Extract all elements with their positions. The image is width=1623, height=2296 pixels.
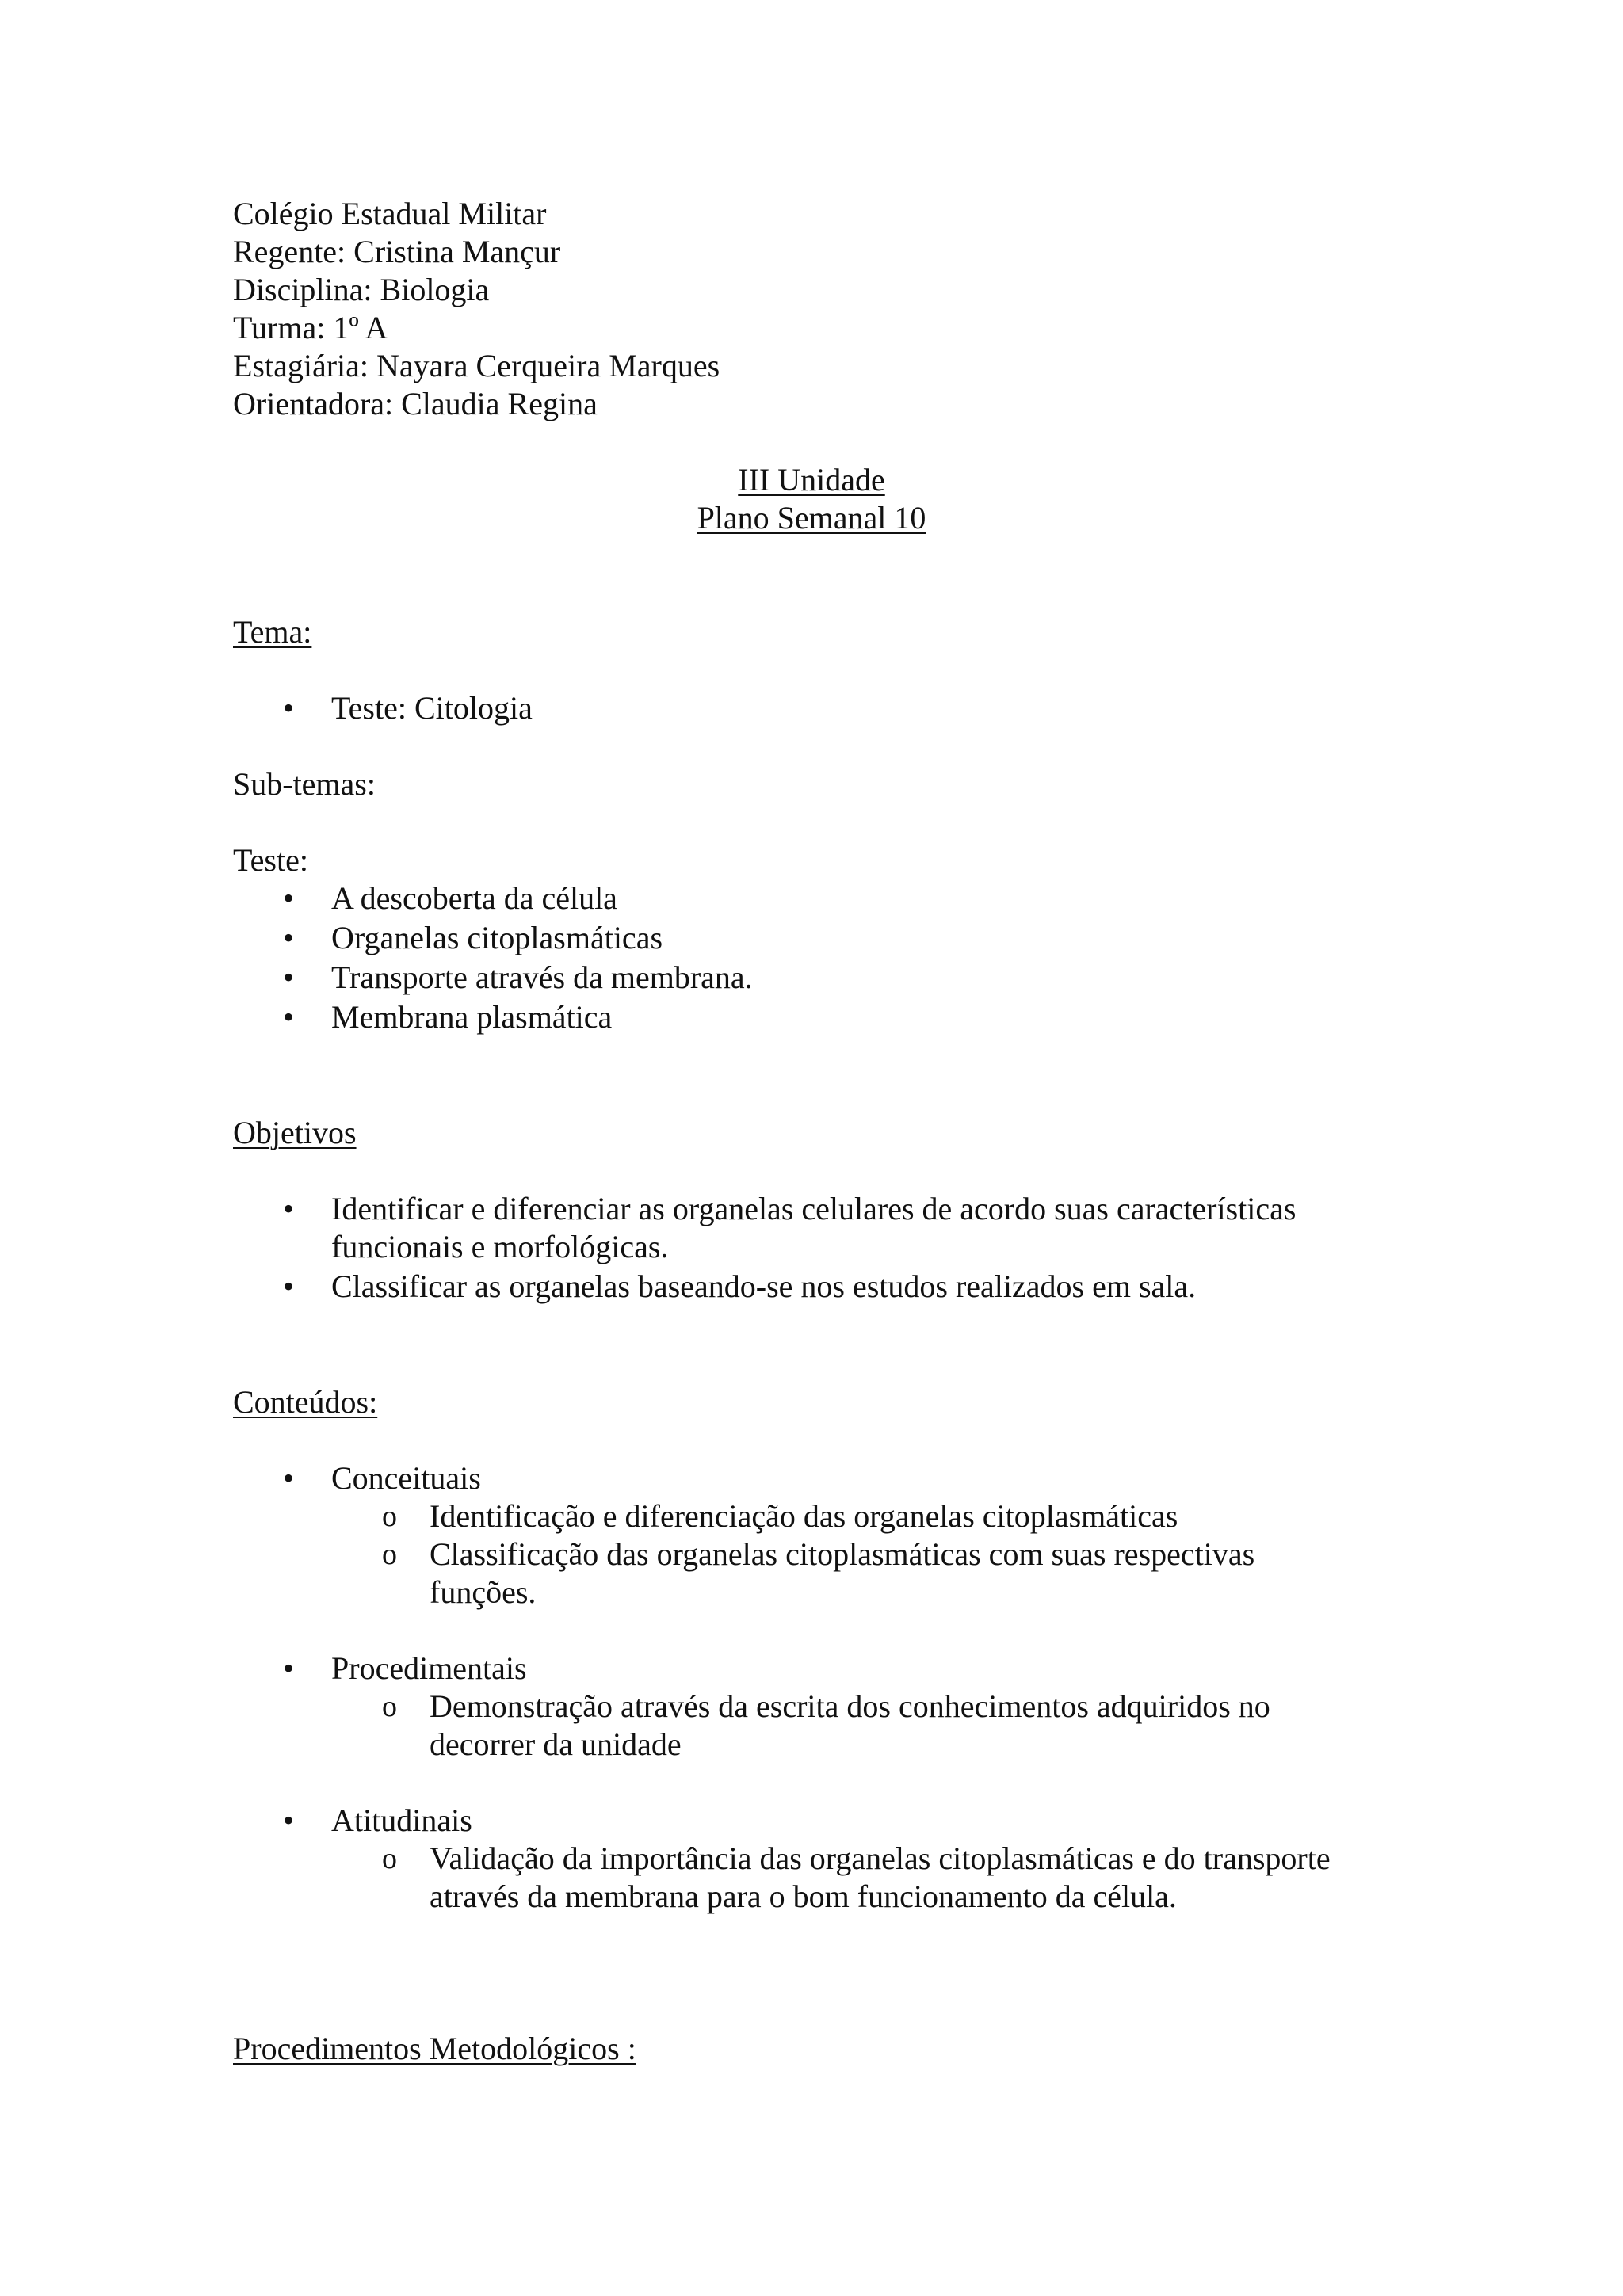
conteudos-heading: Conteúdos: [233, 1384, 378, 1420]
bullet-icon: • [283, 959, 295, 995]
conteudo-group-label: Atitudinais [331, 1802, 472, 1838]
objetivos-heading: Objetivos [233, 1115, 357, 1150]
conteudo-item-continuation: decorrer da unidade [430, 1726, 682, 1762]
conteudo-group-label: Conceituais [331, 1460, 481, 1496]
conteudo-item: Classificação das organelas citoplasmáticas com suas respectivas [430, 1536, 1255, 1572]
sub-bullet-icon: o [382, 1500, 397, 1533]
turma-line: Turma: 1º A [233, 310, 388, 345]
tema-heading: Tema: [233, 614, 312, 650]
subtemas-heading: Sub-temas: [233, 766, 376, 802]
conteudo-item-continuation: através da membrana para o bom funcionamento da célula. [430, 1878, 1177, 1914]
unit-title [0, 461, 1623, 499]
conteudo-group-label: Procedimentais [331, 1650, 527, 1686]
sub-bullet-icon: o [382, 1538, 397, 1571]
conteudo-item-continuation: funções. [430, 1574, 537, 1610]
bullet-icon: • [283, 1650, 295, 1686]
bullet-icon: • [283, 1802, 295, 1838]
conteudo-item: Identificação e diferenciação das organelas citoplasmáticas [430, 1498, 1178, 1534]
subtema-item: Organelas citoplasmáticas [331, 920, 663, 955]
regente-line: Regente: Cristina Mançur [233, 234, 561, 269]
teste-label: Teste: [233, 842, 308, 878]
plan-title [0, 499, 1623, 537]
bullet-icon: • [283, 1460, 295, 1496]
objetivo-item-continuation: funcionais e morfológicas. [331, 1229, 669, 1264]
procedimentos-heading: Procedimentos Metodológicos : [233, 2031, 636, 2066]
plan-title-text: Plano Semanal 10 [697, 500, 926, 536]
objetivo-item: Classificar as organelas baseando-se nos estudos realizados em sala. [331, 1268, 1197, 1304]
conteudo-item: Validação da importância das organelas citoplasmáticas e do transporte [430, 1840, 1331, 1876]
objetivo-item: Identificar e diferenciar as organelas celulares de acordo suas características [331, 1191, 1296, 1226]
subtema-item: Transporte através da membrana. [331, 959, 753, 995]
unit-title-text: III Unidade [738, 462, 885, 498]
bullet-icon: • [283, 1268, 295, 1304]
subtema-item: Membrana plasmática [331, 999, 613, 1035]
sub-bullet-icon: o [382, 1842, 397, 1875]
bullet-icon: • [283, 880, 295, 916]
conteudo-item: Demonstração através da escrita dos conhecimentos adquiridos no [430, 1688, 1270, 1724]
subtema-item: A descoberta da célula [331, 880, 617, 916]
bullet-icon: • [283, 920, 295, 955]
orientadora-line: Orientadora: Claudia Regina [233, 386, 598, 421]
disciplina-line: Disciplina: Biologia [233, 272, 490, 307]
tema-item: Teste: Citologia [331, 690, 533, 726]
estagiaria-line: Estagiária: Nayara Cerqueira Marques [233, 348, 720, 383]
bullet-icon: • [283, 1191, 295, 1226]
bullet-icon: • [283, 999, 295, 1035]
school-name: Colégio Estadual Militar [233, 196, 547, 231]
bullet-icon: • [283, 690, 295, 726]
sub-bullet-icon: o [382, 1690, 397, 1723]
